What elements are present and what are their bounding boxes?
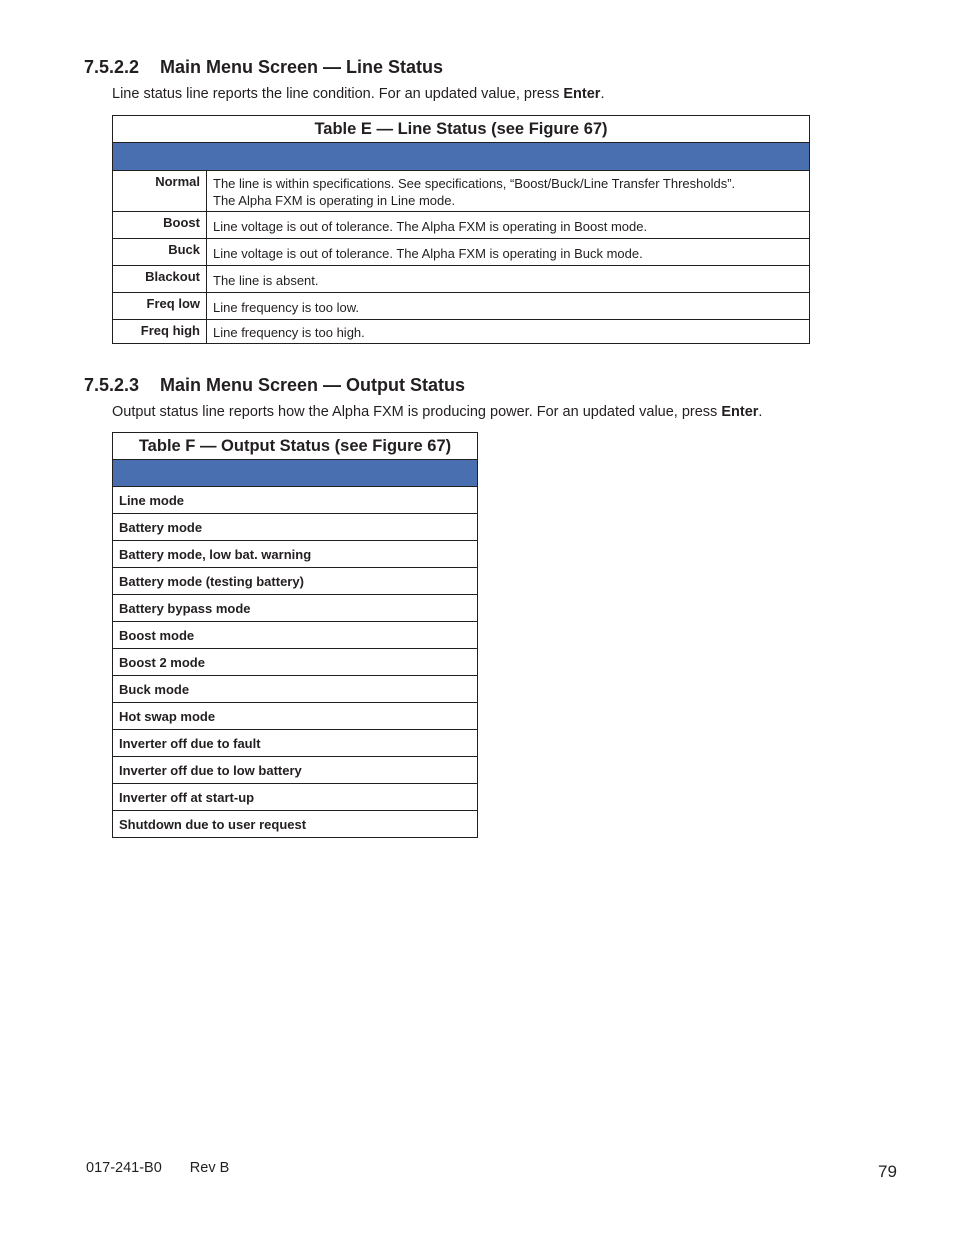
table-row xyxy=(113,320,810,344)
section-title: Main Menu Screen — Line Status xyxy=(160,57,444,77)
table-row xyxy=(113,239,810,266)
table-f-body xyxy=(113,487,478,838)
row-term: Freq low xyxy=(113,293,207,320)
table-row xyxy=(113,811,478,838)
table-row xyxy=(113,730,478,757)
intro-text: Output status line reports how the Alpha FXM is producing power. For an updated value, press xyxy=(112,404,722,420)
row-description: Line frequency is too low. xyxy=(207,293,810,320)
output-mode-label: Battery bypass mode xyxy=(113,595,478,622)
row-term: Boost xyxy=(113,212,207,239)
table-row xyxy=(113,676,478,703)
table-row xyxy=(113,541,478,568)
description-line: The line is within specifications. See specifications, “Boost/Buck/Line Transfer Thresholds”. xyxy=(213,176,736,191)
section-number: 7.5.2.3 xyxy=(84,375,140,395)
row-description: Line voltage is out of tolerance. The Alpha FXM is operating in Boost mode. xyxy=(207,212,810,239)
row-description xyxy=(207,171,810,212)
row-term: Blackout xyxy=(113,266,207,293)
output-mode-label: Buck mode xyxy=(113,676,478,703)
table-row xyxy=(113,622,478,649)
enter-key-label: Enter xyxy=(563,86,601,102)
output-mode-label: Inverter off due to fault xyxy=(113,730,478,757)
output-mode-label: Inverter off at start-up xyxy=(113,784,478,811)
output-status-intro xyxy=(112,404,762,420)
table-row xyxy=(113,171,810,212)
table-f-caption: Table F — Output Status (see Figure 67) xyxy=(113,433,478,460)
output-mode-label: Boost 2 mode xyxy=(113,649,478,676)
table-row xyxy=(113,514,478,541)
doc-number: 017-241-B0 xyxy=(86,1160,162,1176)
output-mode-label: Hot swap mode xyxy=(113,703,478,730)
table-row xyxy=(113,757,478,784)
table-row xyxy=(113,784,478,811)
description-line: The Alpha FXM is operating in Line mode. xyxy=(213,193,456,208)
output-mode-label: Shutdown due to user request xyxy=(113,811,478,838)
output-mode-label: Line mode xyxy=(113,487,478,514)
row-description: Line frequency is too high. xyxy=(207,320,810,344)
table-row xyxy=(113,212,810,239)
revision: Rev B xyxy=(189,1160,230,1176)
table-row xyxy=(113,487,478,514)
table-e-header-bar xyxy=(113,143,810,171)
table-row xyxy=(113,266,810,293)
row-term: Buck xyxy=(113,239,207,266)
row-description: Line voltage is out of tolerance. The Alpha FXM is operating in Buck mode. xyxy=(207,239,810,266)
output-mode-label: Inverter off due to low battery xyxy=(113,757,478,784)
intro-text: Line status line reports the line condition. For an updated value, press xyxy=(112,86,564,102)
output-mode-label: Battery mode xyxy=(113,514,478,541)
output-mode-label: Boost mode xyxy=(113,622,478,649)
footer-doc-info xyxy=(86,1160,229,1176)
table-row xyxy=(113,595,478,622)
table-row xyxy=(113,293,810,320)
line-status-intro xyxy=(112,86,605,102)
table-row xyxy=(113,568,478,595)
row-term: Freq high xyxy=(113,320,207,344)
intro-end: . xyxy=(758,404,763,420)
section-heading-output-status xyxy=(84,375,465,396)
output-mode-label: Battery mode (testing battery) xyxy=(113,568,478,595)
row-description: The line is absent. xyxy=(207,266,810,293)
row-term: Normal xyxy=(113,171,207,212)
enter-key-label: Enter xyxy=(721,404,759,420)
table-row xyxy=(113,703,478,730)
table-e-caption: Table E — Line Status (see Figure 67) xyxy=(113,116,810,143)
output-mode-label: Battery mode, low bat. warning xyxy=(113,541,478,568)
section-title: Main Menu Screen — Output Status xyxy=(160,375,466,395)
table-f-output-status xyxy=(112,432,478,838)
table-e-line-status xyxy=(112,115,810,344)
section-number: 7.5.2.2 xyxy=(84,57,140,77)
page-number: 79 xyxy=(878,1162,897,1181)
table-row xyxy=(113,649,478,676)
section-heading-line-status xyxy=(84,57,443,78)
table-f-header-bar xyxy=(113,460,478,487)
intro-end: . xyxy=(600,86,605,102)
